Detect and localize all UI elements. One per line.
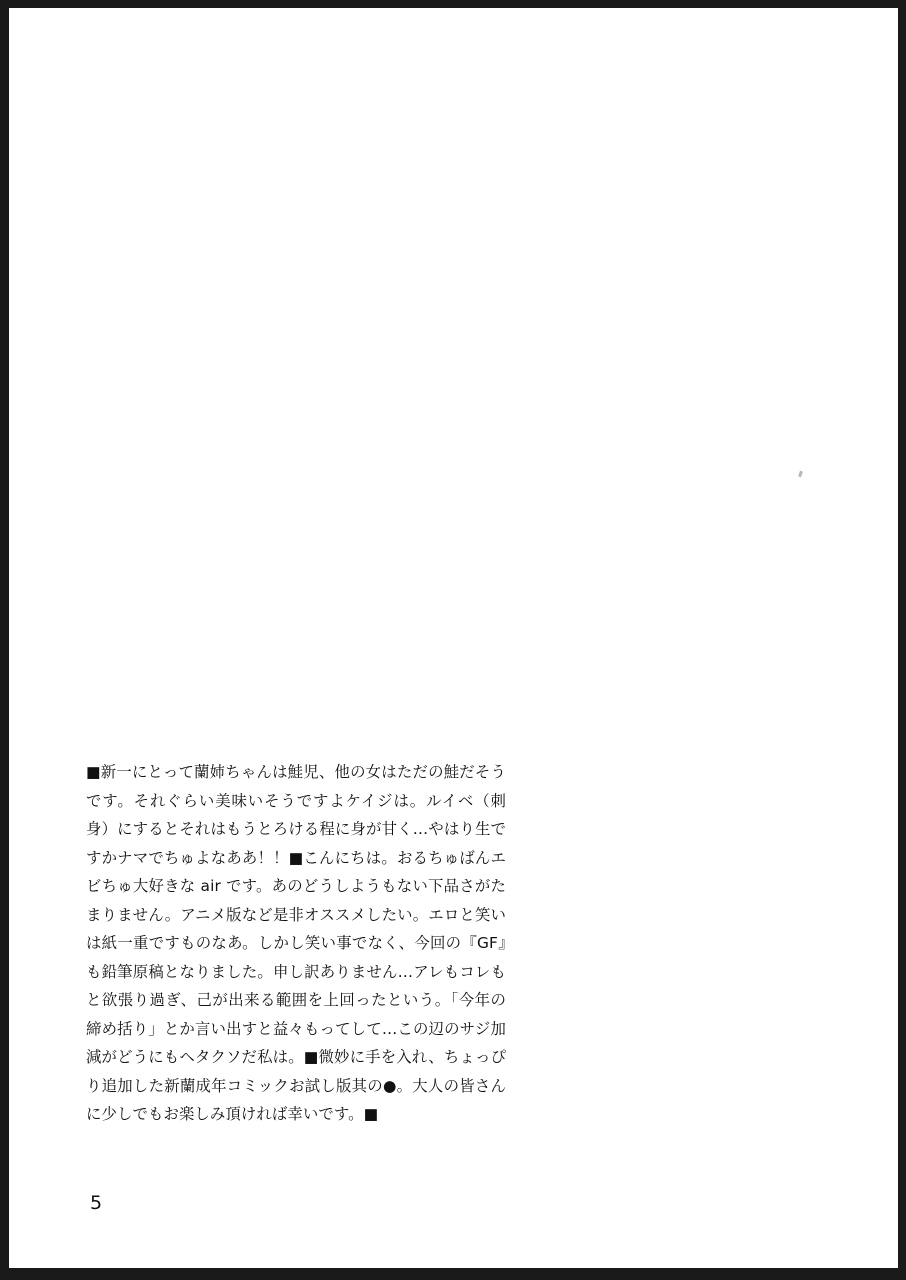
page-number: 5 xyxy=(90,1192,103,1214)
scan-edge-top xyxy=(9,0,898,8)
scan-edge-left xyxy=(0,0,9,1280)
scan-edge-bottom xyxy=(9,1268,898,1280)
scan-speck xyxy=(798,471,803,478)
afterword-text: ■新一にとって蘭姉ちゃんは鮭児、他の女はただの鮭だそうです。それぐらい美味いそうですよケイジは。ルイベ（刺身）にするとそれはもうとろける程に身が甘く…やはり生ですかナマでちゅよなああ！！■こんにちは。おるちゅばんエビちゅ大好きな air です。あのどうしようもない下品さがたまりません。アニメ版など是非オススメしたい。エロと笑いは紙一重ですものなあ。しかし笑い事でなく、今回の『GF』も鉛筆原稿となりました。申し訳ありません…アレもコレもと欲張り過ぎ、己が出来る範囲を上回ったという。「今年の締め括り」とか言い出すと益々もってして…この辺のサジ加減がどうにもヘタクソだ私は。■微妙に手を入れ、ちょっぴり追加した新蘭成年コミックお試し版其の●。大人の皆さんに少しでもお楽しみ頂ければ幸いです。■ xyxy=(86,763,506,1123)
scan-edge-right xyxy=(898,0,906,1280)
